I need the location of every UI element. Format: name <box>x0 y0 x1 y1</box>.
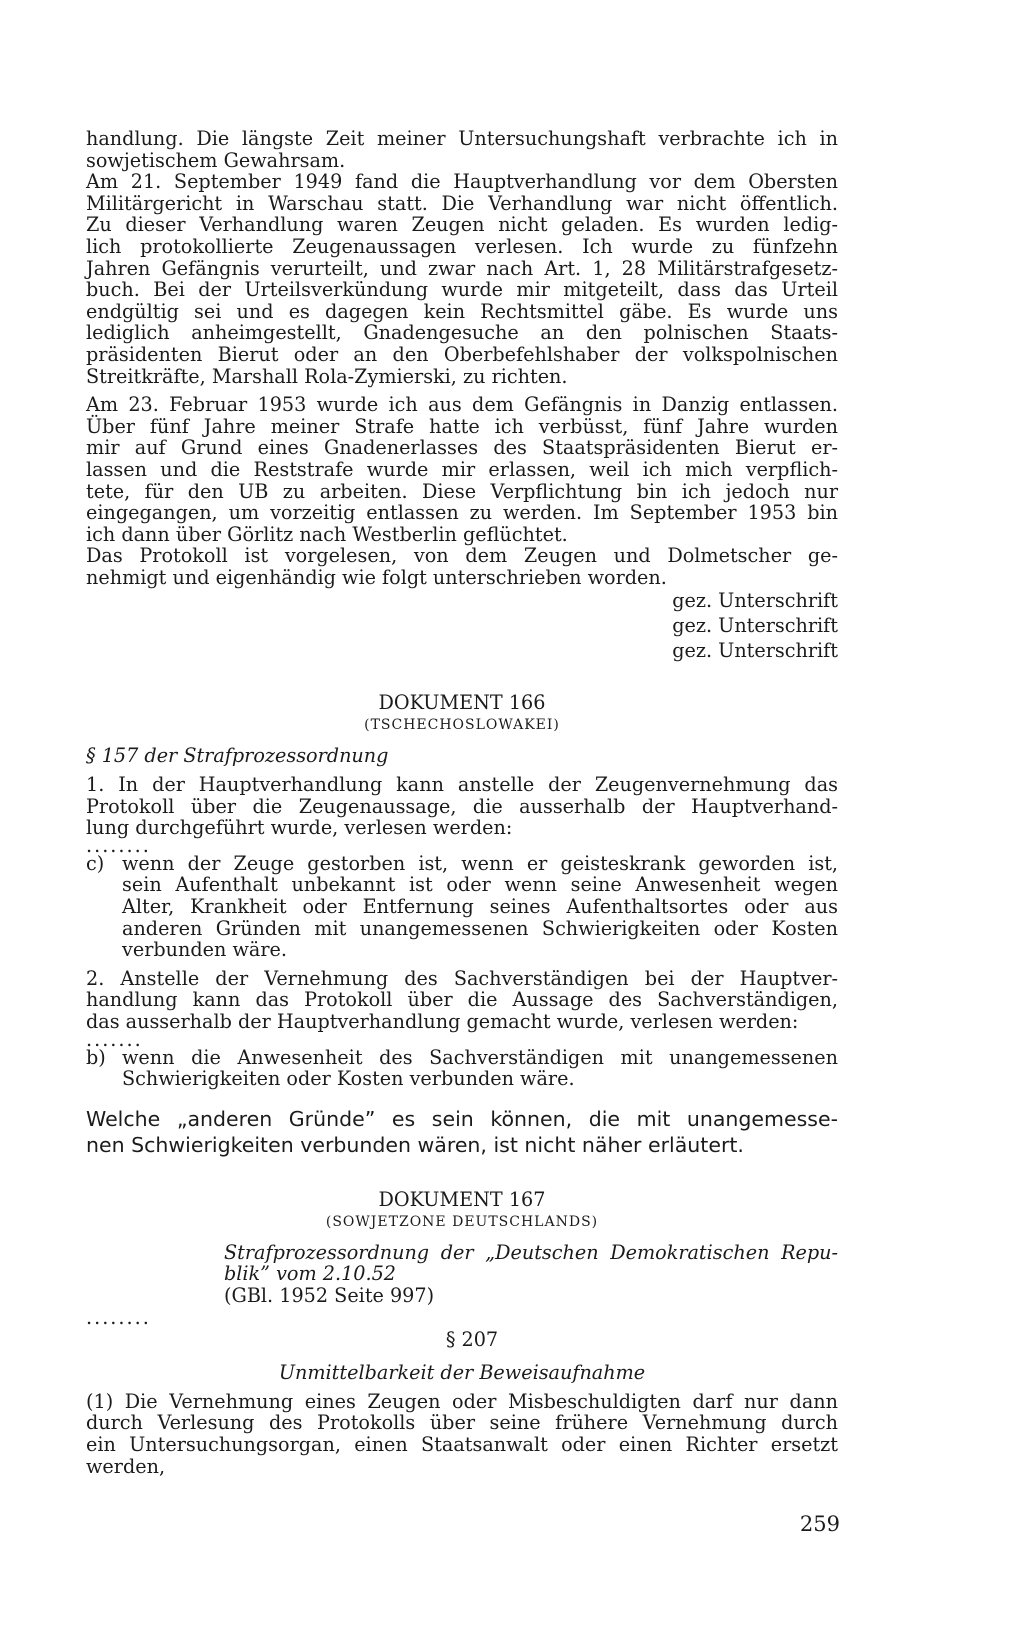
text-line: (GBl. 1952 Seite 997) <box>224 1283 435 1307</box>
source-citation <box>224 1242 838 1307</box>
text-line: wenn der Zeuge gestorben ist, wenn er geisteskrank geworden ist, <box>122 851 838 875</box>
text-line: ein Untersuchungsorgan, einen Staatsanwalt oder einen Richter ersetzt <box>86 1432 838 1456</box>
text-line: handlung. Die längste Zeit meiner Untersuchungshaft verbrachte ich in <box>86 127 838 150</box>
text-line: Jahren Gefängnis verurteilt, und zwar nach Art. 1, 28 Militärstrafgesetz- <box>86 256 838 280</box>
paragraph-3 <box>86 394 838 545</box>
text-line: Zu dieser Verhandlung waren Zeugen nicht geladen. Es wurden ledig- <box>86 213 838 237</box>
text-line: Am 21. September 1949 fand die Hauptverhandlung vor dem Obersten <box>86 170 838 194</box>
text-line: lediglich anheimgestellt, Gnadengesuche an den polnischen Staats- <box>86 321 838 345</box>
text-line: Alter, Krankheit oder Entfernung seines Aufenthaltsortes oder aus <box>122 895 838 919</box>
item-c <box>86 853 838 961</box>
text-line: Über fünf Jahre meiner Strafe hatte ich verbüsst, fünf Jahre wurden <box>86 414 838 438</box>
signature: gez. Unterschrift <box>672 589 838 613</box>
doc166-paragraph-2 <box>86 968 838 1033</box>
text-line: präsidenten Bierut oder an den Oberbefehlshaber der volkspolnischen <box>86 342 838 366</box>
text-line: 1. In der Hauptverhandlung kann anstelle der Zeugenvernehmung das <box>86 773 838 797</box>
text-line: Am 23. Februar 1953 wurde ich aus dem Gefängnis in Danzig entlassen. <box>86 393 838 417</box>
text-line: Schwierigkeiten oder Kosten verbunden wäre. <box>122 1067 575 1091</box>
text-line: anderen Gründen mit unangemessenen Schwierigkeiten oder Kosten <box>122 916 838 940</box>
text-line: endgültig sei und es dagegen kein Rechtsmittel gäbe. Es wurde uns <box>86 299 838 323</box>
text-line: Protokoll über die Zeugenaussage, die ausserhalb der Hauptverhand- <box>86 794 838 818</box>
text-line: nen Schwierigkeiten verbunden wären, ist nicht näher erläutert. <box>86 1132 744 1157</box>
text-line: durch Verlesung des Protokolls über seine frühere Vernehmung durch <box>86 1411 838 1435</box>
text-line: (1) Die Vernehmung eines Zeugen oder Misbeschuldigten darf nur dann <box>86 1389 838 1413</box>
text-line: Strafprozessordnung der „Deutschen Demokratischen Repu- <box>224 1240 838 1264</box>
item-label: b) <box>86 1045 106 1069</box>
doc166-paragraph-1 <box>86 774 838 839</box>
paragraph-1 <box>86 128 838 171</box>
text-line: sein Aufenthalt unbekannt ist oder wenn seine Anwesenheit wegen <box>122 873 838 897</box>
signature: gez. Unterschrift <box>672 614 838 638</box>
text-line: werden, <box>86 1454 166 1478</box>
document-167-subtitle: (SOWJETZONE DEUTSCHLANDS) <box>325 1213 599 1230</box>
signature: gez. Unterschrift <box>672 639 838 663</box>
page-number: 259 <box>799 1512 840 1536</box>
text-line: eingegangen, um vorzeitig entlassen zu werden. Im September 1953 bin <box>86 501 838 525</box>
paragraph-4 <box>86 545 838 588</box>
doc167-paragraph-1 <box>86 1391 838 1477</box>
text-line: tete, für den UB zu arbeiten. Diese Verpflichtung bin ich jedoch nur <box>86 479 838 503</box>
text-line: das ausserhalb der Hauptverhandlung gemacht wurde, verlesen werden: <box>86 1010 799 1033</box>
ellipsis-dots: ....... <box>86 1027 143 1051</box>
text-line: Welche „anderen Gründe” es sein können, die mit unangemesse- <box>86 1106 838 1131</box>
item-label: c) <box>86 851 105 875</box>
text-line: buch. Bei der Urteilsverkündung wurde mir mitgeteilt, dass das Urteil <box>86 278 838 302</box>
text-line: handlung kann das Protokoll über die Aussage des Sachverständigen, <box>86 988 838 1012</box>
paragraph-2 <box>86 171 838 387</box>
text-line: nehmigt und eigenhändig wie folgt unterschrieben worden. <box>86 565 667 589</box>
section-207: § 207 <box>445 1327 499 1351</box>
text-line: 2. Anstelle der Vernehmung des Sachverständigen bei der Hauptver- <box>86 966 838 990</box>
text-line: blik” vom 2.10.52 <box>224 1262 397 1286</box>
document-166-subtitle: (TSCHECHOSLOWAKEI) <box>364 717 560 734</box>
ellipsis-dots: ........ <box>86 833 151 857</box>
item-b <box>86 1047 838 1090</box>
text-line: Streitkräfte, Marshall Rola-Zymierski, zu richten. <box>86 364 568 388</box>
text-line: Militärgericht in Warschau statt. Die Verhandlung war nicht öffentlich. <box>86 191 838 215</box>
page-body <box>86 128 838 1477</box>
text-line: mir auf Grund eines Gnadenerlasses des Staatspräsidenten Bierut er- <box>86 436 838 460</box>
text-line: sowjetischem Gewahrsam. <box>86 148 346 172</box>
document-166-title: DOKUMENT 166 <box>378 691 546 715</box>
text-line: lich protokollierte Zeugenaussagen verlesen. Ich wurde zu fünfzehn <box>86 234 838 258</box>
text-line: Das Protokoll ist vorgelesen, von dem Zeugen und Dolmetscher ge- <box>86 544 838 568</box>
text-line: lung durchgeführt wurde, verlesen werden: <box>86 816 513 840</box>
text-line: lassen und die Reststrafe wurde mir erlassen, weil ich mich verpflich- <box>86 457 838 481</box>
text-line: ich dann über Görlitz nach Westberlin geflüchtet. <box>86 522 568 546</box>
commentary <box>86 1106 838 1158</box>
section-157-heading: § 157 der Strafprozessordnung <box>86 744 389 768</box>
document-167-title: DOKUMENT 167 <box>378 1187 546 1211</box>
text-line: verbunden wäre. <box>122 938 287 962</box>
ellipsis-dots: ........ <box>86 1305 151 1329</box>
section-207-heading: Unmittelbarkeit der Beweisaufnahme <box>278 1361 646 1385</box>
text-line: wenn die Anwesenheit des Sachverständigen mit unangemessenen <box>122 1045 838 1069</box>
signature-block <box>86 588 838 663</box>
